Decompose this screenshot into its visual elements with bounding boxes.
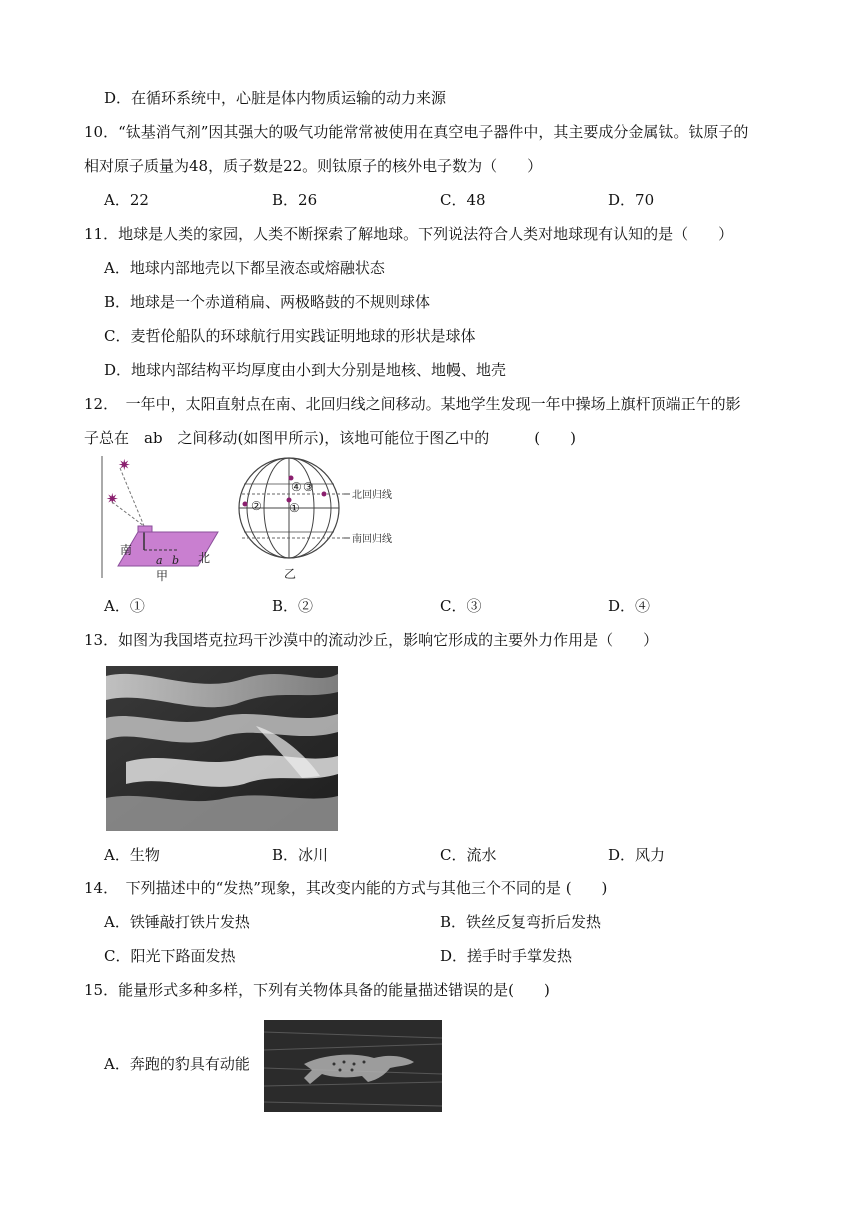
label-tropic-north: 北回归线 — [352, 490, 392, 501]
q12-option-b: B．② — [272, 597, 314, 615]
marker-2: ② — [251, 499, 262, 513]
q15-stem: 15．能量形式多种多样，下列有关物体具备的能量描述错误的是( ) — [84, 981, 550, 999]
marker-1: ① — [289, 501, 300, 515]
q10-option-c: C．48 — [440, 191, 486, 209]
marker-dot — [322, 492, 327, 497]
q11-option-b: B．地球是一个赤道稍扁、两极略鼓的不规则球体 — [104, 293, 431, 311]
q14-option-d: D．搓手时手掌发热 — [440, 947, 573, 965]
q12-option-a: A．① — [104, 597, 145, 615]
q11-option-c: C．麦哲伦船队的环球航行用实践证明地球的形状是球体 — [104, 327, 476, 345]
marker-3: ③ — [303, 480, 314, 494]
q13-option-b: B．冰川 — [272, 846, 329, 864]
label-a: a — [156, 554, 163, 567]
running-leopard-photo — [264, 1020, 442, 1112]
q10-option-a: A．22 — [104, 191, 149, 209]
caption-yi: 乙 — [284, 567, 297, 581]
q13-stem: 13．如图为我国塔克拉玛干沙漠中的流动沙丘，影响它形成的主要外力作用是（ ） — [84, 631, 659, 649]
q12-stem-line2: 子总在 ab 之间移动(如图甲所示)，该地可能位于图乙中的 ( ) — [84, 429, 576, 447]
q12-stem-line1: 12． 一年中，太阳直射点在南、北回归线之间移动。某地学生发现一年中操场上旗杆顶端正午的影 — [84, 395, 741, 413]
q13-option-d: D．风力 — [608, 846, 666, 864]
q13-option-c: C．流水 — [440, 846, 497, 864]
desert-dunes-photo — [106, 666, 338, 831]
label-tropic-south: 南回归线 — [352, 534, 392, 545]
label-south: 南 — [120, 543, 133, 557]
q10-option-d: D．70 — [608, 191, 655, 209]
q14-option-c: C．阳光下路面发热 — [104, 947, 236, 965]
figure-jia-flagpole — [98, 452, 224, 584]
q10-option-b: B．26 — [272, 191, 318, 209]
sun-icon: ✷ — [118, 456, 131, 474]
q15-option-a: A．奔跑的豹具有动能 — [104, 1055, 250, 1073]
figure-yi-globe — [232, 456, 412, 584]
q14-option-b: B．铁丝反复弯折后发热 — [440, 913, 602, 931]
q14-stem: 14． 下列描述中的“发热”现象，其改变内能的方式与其他三个不同的是 ( ) — [84, 879, 608, 897]
q11-option-d: D．地球内部结构平均厚度由小到大分别是地核、地幔、地壳 — [104, 361, 507, 379]
label-north: 北 — [198, 551, 211, 565]
sun-icon: ✷ — [106, 490, 119, 508]
q11-stem: 11．地球是人类的家园，人类不断探索了解地球。下列说法符合人类对地球现有认知的是（ ） — [84, 225, 734, 243]
q11-option-a: A．地球内部地壳以下都呈液态或熔融状态 — [104, 259, 385, 277]
caption-jia: 甲 — [156, 569, 169, 583]
q12-option-c: C．③ — [440, 597, 482, 615]
q10-stem-line1: 10．“钛基消气剂”因其强大的吸气功能常常被使用在真空电子器件中，其主要成分金属钛。钛原子的 — [84, 123, 749, 141]
q12-option-d: D．④ — [608, 597, 651, 615]
q14-option-a: A．铁锤敲打铁片发热 — [104, 913, 250, 931]
q9-option-d: D．在循环系统中，心脏是体内物质运输的动力来源 — [104, 89, 447, 107]
marker-4: ④ — [291, 480, 302, 494]
label-b: b — [172, 554, 180, 567]
q10-stem-line2: 相对原子质量为48，质子数是22。则钛原子的核外电子数为（ ） — [84, 157, 543, 175]
marker-dot — [243, 502, 248, 507]
q13-option-a: A．生物 — [104, 846, 160, 864]
